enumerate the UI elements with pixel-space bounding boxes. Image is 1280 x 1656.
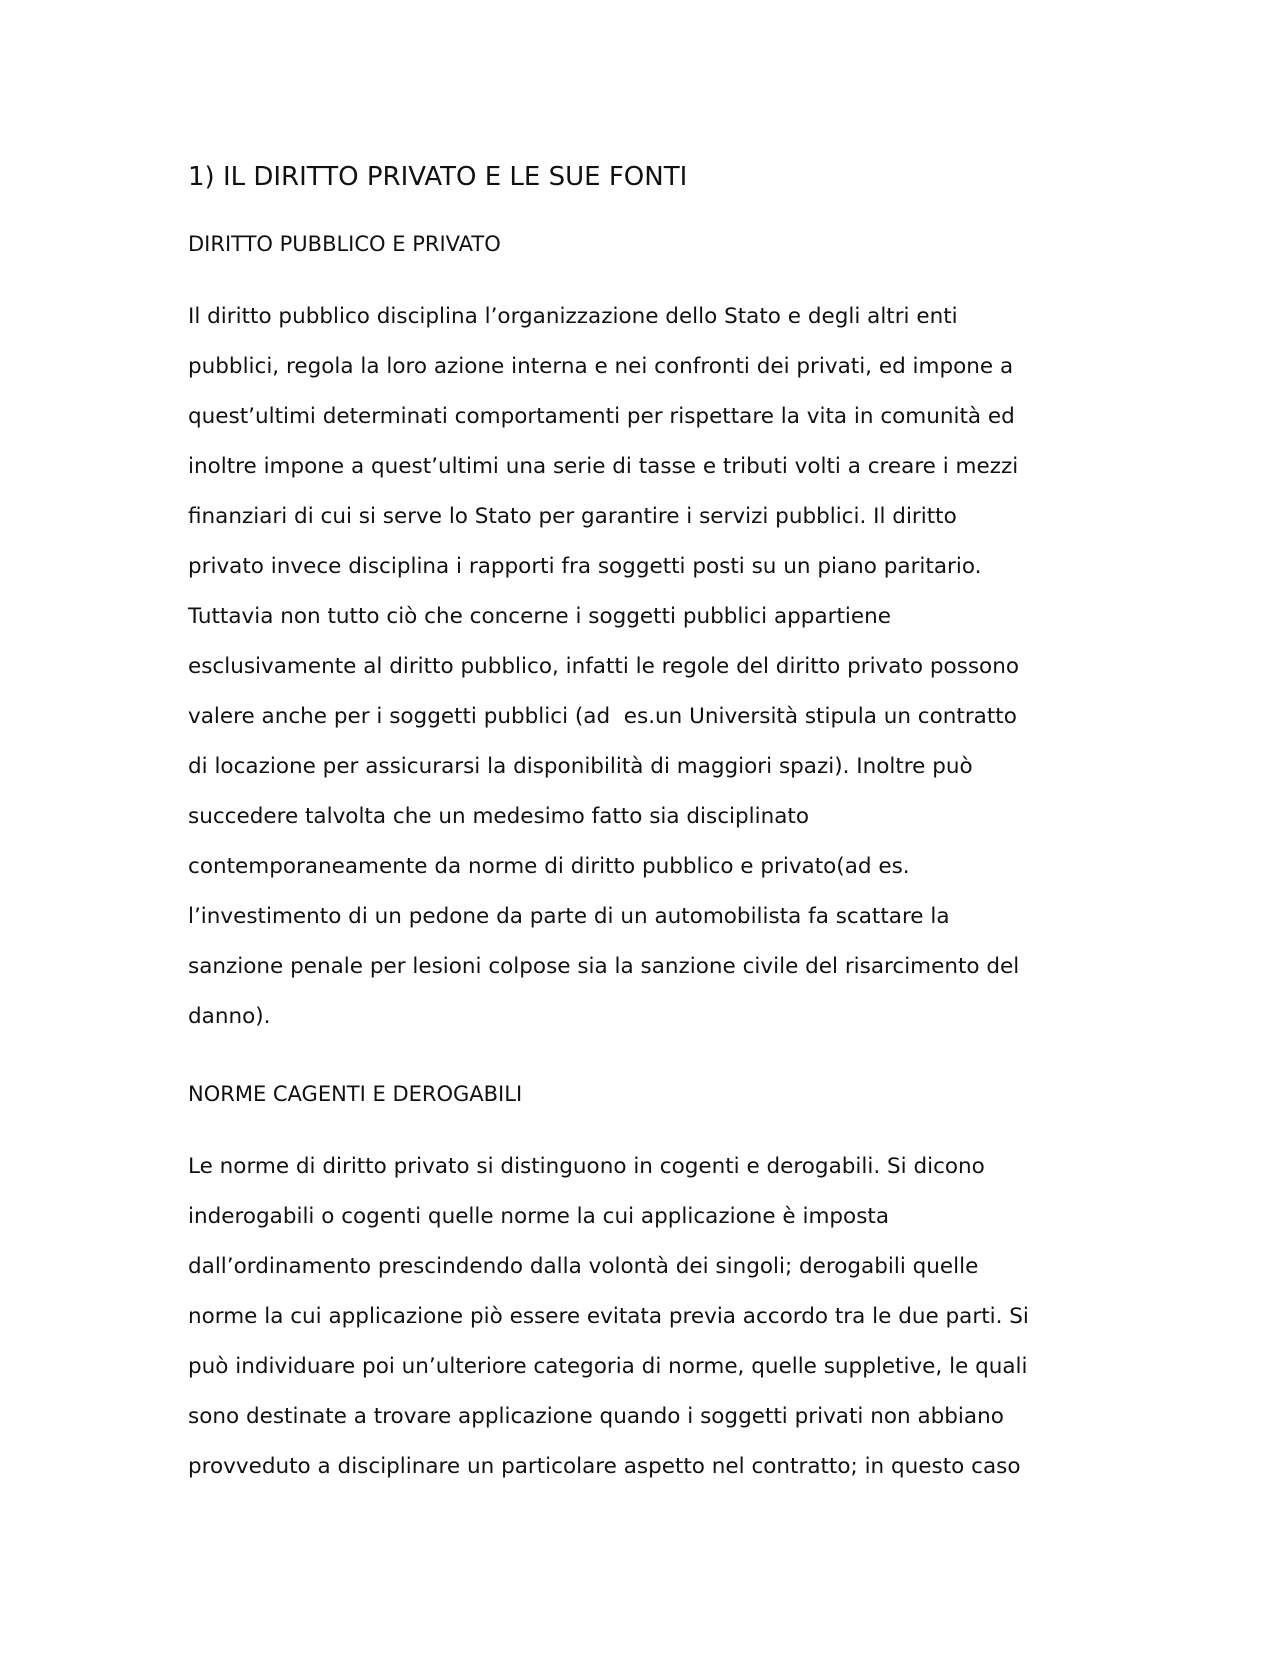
text-line: valere anche per i soggetti pubblici (ad es.un Università stipula un contratto <box>188 704 1017 729</box>
text-line: Il diritto pubblico disciplina l’organizzazione dello Stato e degli altri enti <box>188 304 958 329</box>
text-line: esclusivamente al diritto pubblico, infatti le regole del diritto privato possono <box>188 654 1019 679</box>
text-line: provveduto a disciplinare un particolare aspetto nel contratto; in questo caso <box>188 1454 1021 1479</box>
text-line: Le norme di diritto privato si distinguono in cogenti e derogabili. Si dicono <box>188 1154 985 1179</box>
paragraph-norms <box>188 1142 1088 1492</box>
text-line: contemporaneamente da norme di diritto pubblico e privato(ad es. <box>188 854 910 879</box>
text-line: sanzione penale per lesioni colpose sia la sanzione civile del risarcimento del <box>188 954 1020 979</box>
text-line: quest’ultimi determinati comportamenti per rispettare la vita in comunità ed <box>188 404 1015 429</box>
text-line: di locazione per assicurarsi la disponibilità di maggiori spazi). Inoltre può <box>188 754 973 779</box>
document-title: 1) IL DIRITTO PRIVATO E LE SUE FONTI <box>188 162 688 192</box>
text-line: inderogabili o cogenti quelle norme la cui applicazione è imposta <box>188 1204 890 1229</box>
text-line: succedere talvolta che un medesimo fatto sia disciplinato <box>188 804 809 829</box>
section-heading-public-private: DIRITTO PUBBLICO E PRIVATO <box>188 232 501 256</box>
text-line: sono destinate a trovare applicazione quando i soggetti privati non abbiano <box>188 1404 1004 1429</box>
paragraph-public-private <box>188 292 1088 1042</box>
text-line: può individuare poi un’ulteriore categoria di norme, quelle suppletive, le quali <box>188 1354 1028 1379</box>
text-line: privato invece disciplina i rapporti fra soggetti posti su un piano paritario. <box>188 554 982 579</box>
text-line: norme la cui applicazione piò essere evitata previa accordo tra le due parti. Si <box>188 1304 1029 1329</box>
text-line: Tuttavia non tutto ciò che concerne i soggetti pubblici appartiene <box>188 604 891 629</box>
text-line: danno). <box>188 1004 271 1029</box>
text-line: finanziari di cui si serve lo Stato per garantire i servizi pubblici. Il diritto <box>188 504 957 529</box>
document-body <box>188 158 1088 1526</box>
text-line: dall’ordinamento prescindendo dalla volontà dei singoli; derogabili quelle <box>188 1254 979 1279</box>
section-heading-norms: NORME CAGENTI E DEROGABILI <box>188 1082 523 1106</box>
text-line: inoltre impone a quest’ultimi una serie di tasse e tributi volti a creare i mezzi <box>188 454 1019 479</box>
text-line: l’investimento di un pedone da parte di un automobilista fa scattare la <box>188 904 950 929</box>
text-line: pubblici, regola la loro azione interna e nei confronti dei privati, ed impone a <box>188 354 1014 379</box>
